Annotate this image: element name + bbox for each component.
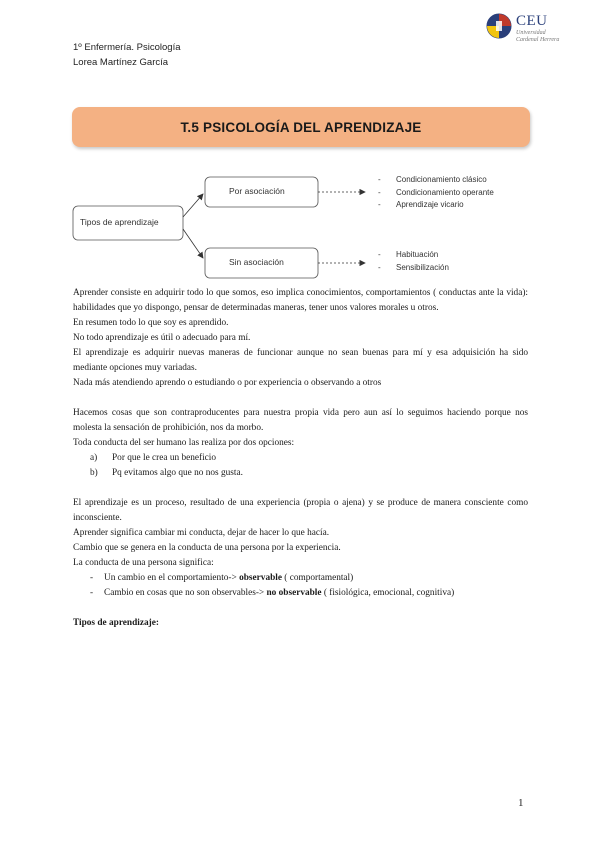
paragraph: El aprendizaje es adquirir nuevas maneras de funcionar aunque no sean buenas para mí y esa adquisición ha sido mediante opciones muy variadas. [73,348,528,373]
paragraph: En resumen todo lo que soy es aprendido. [73,318,229,328]
diagram-root-label: Tipos de aprendizaje [80,217,159,227]
paragraph: Nada más atendiendo aprendo o estudiando o por experiencia o observando a otros [73,378,382,388]
header-course: 1º Enfermería. Psicología [73,42,181,53]
list-item: b) Pq evitamos algo que no nos gusta. [90,468,243,478]
list-item: - Condicionamiento operante [378,187,494,197]
page-title: T.5 PSICOLOGÍA DEL APRENDIZAJE [180,119,422,135]
paragraph: La conducta de una persona significa: [73,558,214,568]
paragraph: Aprender significa cambiar mi conducta, dejar de hacer lo que hacía. [73,528,330,538]
diagram-branch1-list [378,174,494,212]
learning-types-diagram [0,0,600,300]
diagram-branch1-label: Por asociación [229,186,285,196]
paragraph: Cambio que se genera en la conducta de una persona por la experiencia. [73,543,341,553]
list-item: - Sensibilización [378,262,449,272]
section-subheading: Tipos de aprendizaje: [73,618,159,628]
list-item: a) Por que le crea un beneficio [90,453,217,463]
logo-sub-1: Universidad [516,30,546,36]
diagram-branch2-label: Sin asociación [229,257,284,267]
diagram-arrow-root-branch1 [183,194,203,217]
paragraph: No todo aprendizaje es útil o adecuado para mí. [73,333,251,343]
list-item: - Cambio en cosas que no son observables-> no observable ( fisiológica, emocional, cognitiva) [90,588,455,598]
logo-sub-2: Cardenal Herrera [516,37,560,43]
page-number: 1 [518,797,524,809]
paragraph: El aprendizaje es un proceso, resultado de una experiencia (propia o ajena) y se produce de manera consciente como inconsciente. [73,498,528,523]
header-author: Lorea Martínez García [73,57,169,68]
list-item: - Un cambio en el comportamiento-> observable ( comportamental) [90,573,354,583]
conduct-list [73,571,528,601]
paragraph: Hacemos cosas que son contraproducentes para nuestra propia vida pero aun así lo seguimos haciendo porque nos molesta la sensación de prohibición, nos da morbo. [73,408,528,433]
list-item: - Aprendizaje vicario [378,200,464,209]
list-item: - Condicionamiento clásico [378,175,487,184]
paragraph: Aprender consiste en adquirir todo lo que somos, eso implica conocimientos, comportamientos ( conductas ante la vida): habilidades que yo dispongo, pensar de determinadas maneras, tener unos valores morales u otros. [73,288,528,313]
body-text [73,286,528,631]
options-list [73,451,528,481]
list-item: - Habituación [378,250,439,259]
paragraph: Toda conducta del ser humano las realiza por dos opciones: [73,438,295,448]
diagram-branch2-list [378,249,449,274]
diagram-arrow-root-branch2 [183,229,203,258]
logo-name: CEU [516,13,548,29]
